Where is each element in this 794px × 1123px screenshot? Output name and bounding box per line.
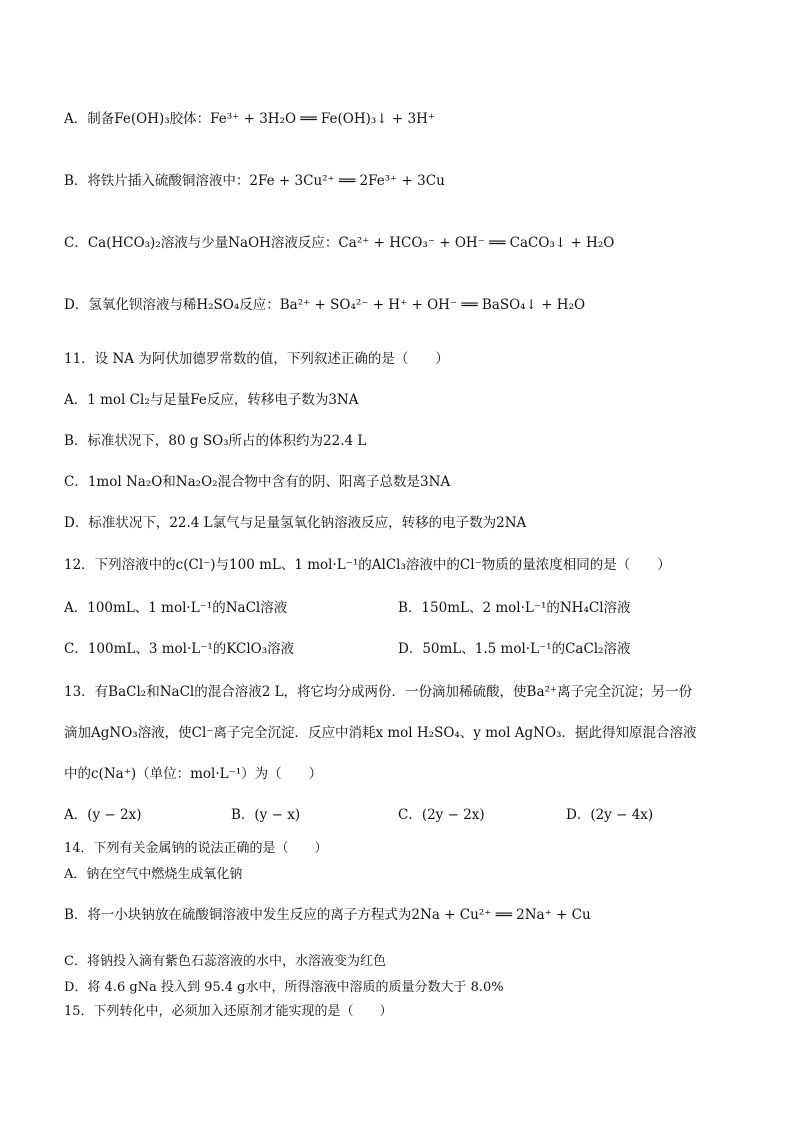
q10-option-b: B．将铁片插入硫酸铜溶液中：2Fe + 3Cu²⁺ ══ 2Fe³⁺ + 3Cu <box>64 173 445 189</box>
q13-option-a: A．(y − 2x) <box>64 807 142 823</box>
q15-stem: 15．下列转化中，必须加入还原剂才能实现的是（ ） <box>64 1004 393 1019</box>
q14-stem: 14．下列有关金属钠的说法正确的是（ ） <box>64 841 328 856</box>
q14-option-a: A．钠在空气中燃烧生成氧化钠 <box>64 867 243 882</box>
q13-stem-line-2: 滴加AgNO₃溶液，使Cl⁻离子完全沉淀．反应中消耗x mol H₂SO₄、y mol AgNO₃．据此得知原混合溶液 <box>64 725 697 741</box>
q12-option-b: B．150mL、2 mol·L⁻¹的NH₄Cl溶液 <box>398 600 631 616</box>
q14-option-d: D．将 4.6 gNa 投入到 95.4 g水中，所得溶液中溶质的质量分数大于 8.0% <box>64 980 504 995</box>
q10-option-a: A．制备Fe(OH)₃胶体：Fe³⁺ + 3H₂O ══ Fe(OH)₃↓ + 3H⁺ <box>64 111 435 127</box>
q13-stem-line-1: 13．有BaCl₂和NaCl的混合溶液2 L，将它均分成两份．一份滴加稀硫酸，使Ba²⁺离子完全沉淀；另一份 <box>64 684 693 700</box>
q13-stem-line-3: 中的c(Na⁺)（单位：mol·L⁻¹）为（ ） <box>64 766 323 782</box>
q14-option-c: C．将钠投入滴有紫色石蕊溶液的水中，水溶液变为红色 <box>64 954 386 969</box>
q13-option-d: D．(2y − 4x) <box>566 807 654 823</box>
q13-option-c: C．(2y − 2x) <box>398 807 485 823</box>
q11-option-d: D．标准状况下，22.4 L氯气与足量氢氧化钠溶液反应，转移的电子数为2NA <box>64 515 527 531</box>
q12-stem: 12．下列溶液中的c(Cl⁻)与100 mL、1 mol·L⁻¹的AlCl₃溶液中的Cl⁻物质的量浓度相同的是（ ） <box>64 557 671 573</box>
q13-option-b: B．(y − x) <box>231 807 301 823</box>
q12-option-d: D．50mL、1.5 mol·L⁻¹的CaCl₂溶液 <box>398 641 631 657</box>
q10-option-c: C．Ca(HCO₃)₂溶液与少量NaOH溶液反应：Ca²⁺ + HCO₃⁻ + OH⁻ ══ CaCO₃↓ + H₂O <box>64 235 615 251</box>
q14-option-b: B．将一小块钠放在硫酸铜溶液中发生反应的离子方程式为2Na + Cu²⁺ ══ 2Na⁺ + Cu <box>64 907 591 923</box>
q11-stem: 11．设 NA 为阿伏加德罗常数的值，下列叙述正确的是（ ） <box>64 351 449 367</box>
q12-option-a: A．100mL、1 mol·L⁻¹的NaCl溶液 <box>64 600 288 616</box>
q10-option-d: D．氢氧化钡溶液与稀H₂SO₄反应：Ba²⁺ + SO₄²⁻ + H⁺ + OH⁻ ══ BaSO₄↓ + H₂O <box>64 297 586 313</box>
q12-option-c: C．100mL、3 mol·L⁻¹的KClO₃溶液 <box>64 641 295 657</box>
q11-option-a: A．1 mol Cl₂与足量Fe反应，转移电子数为3NA <box>64 392 359 408</box>
q11-option-b: B．标准状况下，80 g SO₃所占的体积约为22.4 L <box>64 433 367 449</box>
q11-option-c: C．1mol Na₂O和Na₂O₂混合物中含有的阴、阳离子总数是3NA <box>64 474 451 490</box>
